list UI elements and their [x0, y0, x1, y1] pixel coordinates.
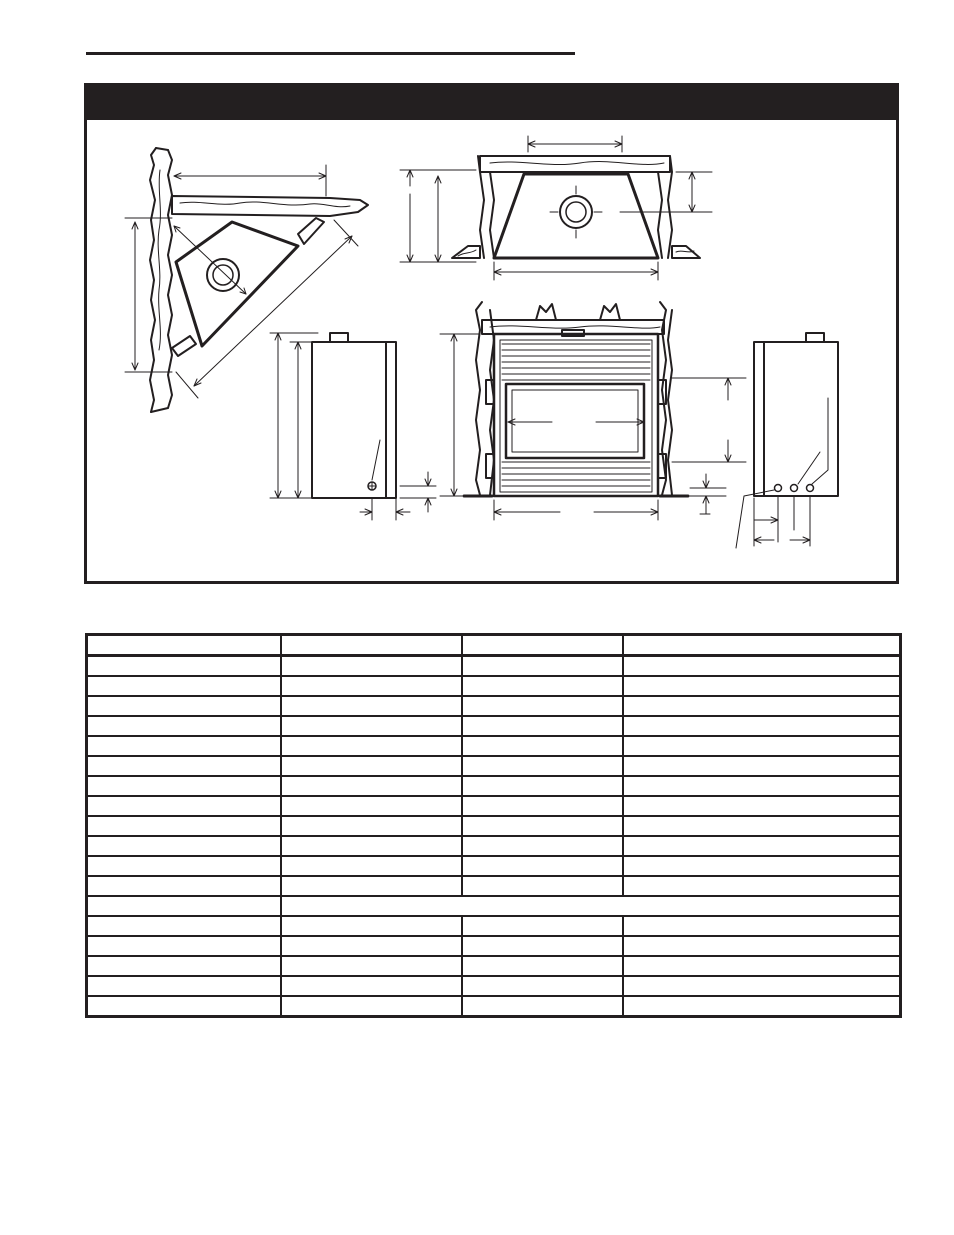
table-cell	[462, 696, 623, 716]
table-cell	[87, 676, 281, 696]
table-row	[87, 916, 901, 936]
front-view	[440, 302, 746, 520]
table-row	[87, 676, 901, 696]
table-row	[87, 996, 901, 1017]
table-cell	[281, 956, 462, 976]
table-cell	[462, 716, 623, 736]
table-cell	[87, 876, 281, 896]
table-cell	[87, 896, 281, 916]
table-cell	[462, 876, 623, 896]
table-row	[87, 716, 901, 736]
table-cell	[462, 916, 623, 936]
table-cell	[87, 756, 281, 776]
table-cell	[281, 796, 462, 816]
table-cell	[462, 756, 623, 776]
table-cell	[623, 876, 901, 896]
table-cell	[623, 996, 901, 1017]
table-cell	[87, 796, 281, 816]
table-cell	[281, 896, 623, 916]
table-cell	[87, 816, 281, 836]
table-cell	[87, 716, 281, 736]
table-cell	[623, 916, 901, 936]
table-row	[87, 936, 901, 956]
table-cell	[623, 896, 901, 916]
table-cell	[87, 836, 281, 856]
table-cell	[623, 796, 901, 816]
dimension-table-body	[87, 635, 901, 1017]
table-cell	[87, 936, 281, 956]
table-cell	[87, 736, 281, 756]
table-row	[87, 796, 901, 816]
table-cell	[87, 656, 281, 677]
right-side-view	[736, 333, 838, 548]
table-cell	[462, 676, 623, 696]
table-cell	[87, 996, 281, 1017]
fireplace-framing-drawing	[0, 0, 954, 600]
table-cell	[281, 936, 462, 956]
table-cell	[623, 856, 901, 876]
table-row	[87, 656, 901, 677]
table-row	[87, 756, 901, 776]
table-cell	[623, 836, 901, 856]
table-cell	[87, 976, 281, 996]
table-header-cell	[462, 635, 623, 656]
table-cell	[281, 996, 462, 1017]
table-cell	[623, 776, 901, 796]
table-header-cell	[623, 635, 901, 656]
table-cell	[462, 836, 623, 856]
table-cell	[281, 696, 462, 716]
table-cell	[623, 716, 901, 736]
table-cell	[623, 756, 901, 776]
table-cell	[623, 816, 901, 836]
table-cell	[281, 656, 462, 677]
left-side-view	[270, 333, 436, 520]
table-cell	[87, 916, 281, 936]
table-header-cell	[87, 635, 281, 656]
table-cell	[281, 736, 462, 756]
table-cell	[462, 856, 623, 876]
table-cell	[462, 816, 623, 836]
table-row	[87, 856, 901, 876]
table-cell	[281, 856, 462, 876]
table-cell	[623, 956, 901, 976]
table-row	[87, 776, 901, 796]
table-cell	[623, 736, 901, 756]
table-cell	[281, 676, 462, 696]
table-cell	[281, 776, 462, 796]
table-cell	[87, 776, 281, 796]
table-cell	[281, 716, 462, 736]
table-cell	[281, 756, 462, 776]
table-row	[87, 836, 901, 856]
table-cell	[462, 736, 623, 756]
dimension-table	[85, 633, 902, 1018]
table-header-cell	[281, 635, 462, 656]
table-cell	[87, 956, 281, 976]
table-cell	[623, 696, 901, 716]
table-cell	[462, 656, 623, 677]
table-row	[87, 876, 901, 896]
table-header-row	[87, 635, 901, 656]
table-cell	[462, 996, 623, 1017]
table-cell	[462, 956, 623, 976]
table-cell	[281, 876, 462, 896]
corner-install-top-view	[125, 148, 368, 412]
table-row	[87, 696, 901, 716]
flat-wall-top-view	[400, 136, 712, 280]
table-cell	[281, 816, 462, 836]
table-cell	[462, 936, 623, 956]
table-cell	[462, 776, 623, 796]
table-cell	[281, 976, 462, 996]
table-cell	[281, 916, 462, 936]
table-row	[87, 816, 901, 836]
table-cell	[462, 796, 623, 816]
table-cell	[623, 656, 901, 677]
table-cell	[623, 936, 901, 956]
table-cell	[623, 676, 901, 696]
table-cell	[281, 836, 462, 856]
table-row	[87, 956, 901, 976]
table-cell	[623, 976, 901, 996]
table-cell	[87, 856, 281, 876]
table-cell	[462, 976, 623, 996]
table-row	[87, 736, 901, 756]
table-row	[87, 976, 901, 996]
table-cell	[87, 696, 281, 716]
table-row	[87, 896, 901, 916]
